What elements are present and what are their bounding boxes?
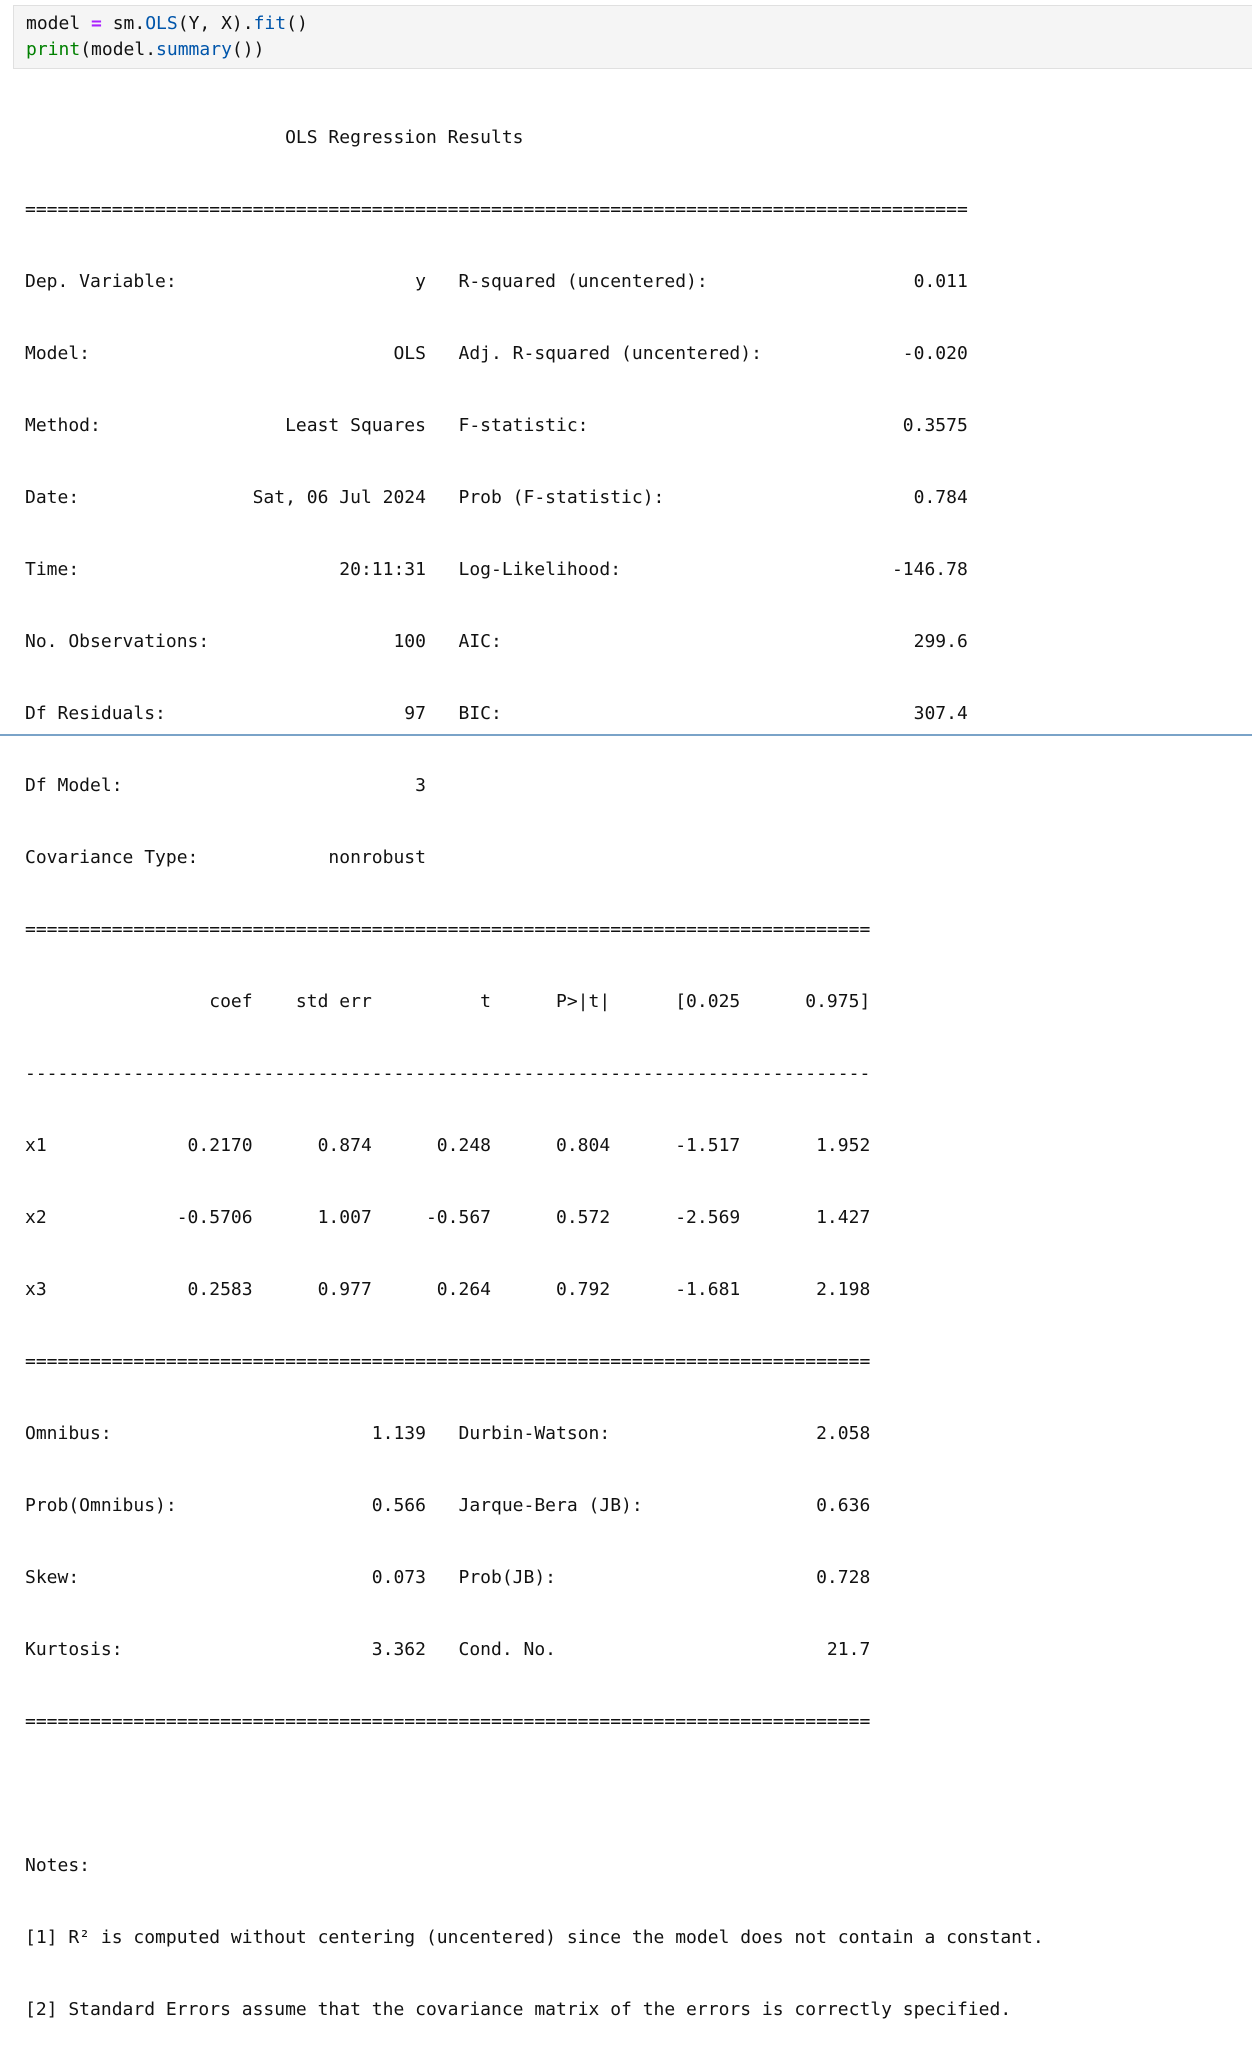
code-token: ()) [231,39,265,60]
note-line: [1] R² is computed without centering (uncentered) since the model does not contain a constant. [25,1927,1044,1948]
code-line-2[interactable] [26,38,264,62]
coef-row: x1 0.2170 0.874 0.248 0.804 -1.517 1.952 [25,1135,871,1156]
rule-line: ------------------------------------------------------------------------------ [25,1063,871,1084]
code-token: summary [156,39,232,60]
code-token: OLS [145,13,178,34]
code-token: (model. [80,39,157,60]
note-line: [2] Standard Errors assume that the covariance matrix of the errors is correctly specified. [25,1999,1012,2020]
rule-line: ======================================================================================= [25,199,968,220]
header-row: Df Model: 3 [25,775,968,796]
code-token: () [286,13,308,34]
code-token: = [80,13,113,34]
code-token: model [26,13,81,34]
code-token: (Y, X). [177,13,254,34]
rule-line: ============================================================================== [25,1711,871,1732]
header-row: Model: OLS Adj. R-squared (uncentered): -0.020 [25,343,968,364]
coef-row: x3 0.2583 0.977 0.264 0.792 -1.681 2.198 [25,1279,871,1300]
header-row: Df Residuals: 97 BIC: 307.4 [25,703,968,724]
summary-title: OLS Regression Results [25,127,784,148]
code-cell[interactable] [13,5,1252,69]
output-area [25,78,1245,2046]
header-row: Method: Least Squares F-statistic: 0.3575 [25,415,968,436]
diag-row: Prob(Omnibus): 0.566 Jarque-Bera (JB): 0.636 [25,1495,871,1516]
notes-title: Notes: [25,1855,91,1876]
rule-line: ============================================================================== [25,919,871,940]
code-token: fit [253,13,287,34]
code-token: print [26,39,81,60]
diag-row: Omnibus: 1.139 Durbin-Watson: 2.058 [25,1423,871,1444]
coef-header: coef std err t P>|t| [0.025 0.975] [25,991,871,1012]
header-row: No. Observations: 100 AIC: 299.6 [25,631,968,652]
rule-line: ============================================================================== [25,1351,871,1372]
cell-bottom-border [0,734,1252,736]
code-line-1[interactable] [26,12,308,36]
code-token: sm. [112,13,146,34]
coef-row: x2 -0.5706 1.007 -0.567 0.572 -2.569 1.427 [25,1207,871,1228]
blank-line [25,1782,1245,1806]
header-row: Time: 20:11:31 Log-Likelihood: -146.78 [25,559,968,580]
header-row: Date: Sat, 06 Jul 2024 Prob (F-statistic): 0.784 [25,487,968,508]
header-row: Dep. Variable: y R-squared (uncentered): 0.011 [25,271,968,292]
diag-row: Kurtosis: 3.362 Cond. No. 21.7 [25,1639,871,1660]
diag-row: Skew: 0.073 Prob(JB): 0.728 [25,1567,871,1588]
header-row: Covariance Type: nonrobust [25,847,968,868]
